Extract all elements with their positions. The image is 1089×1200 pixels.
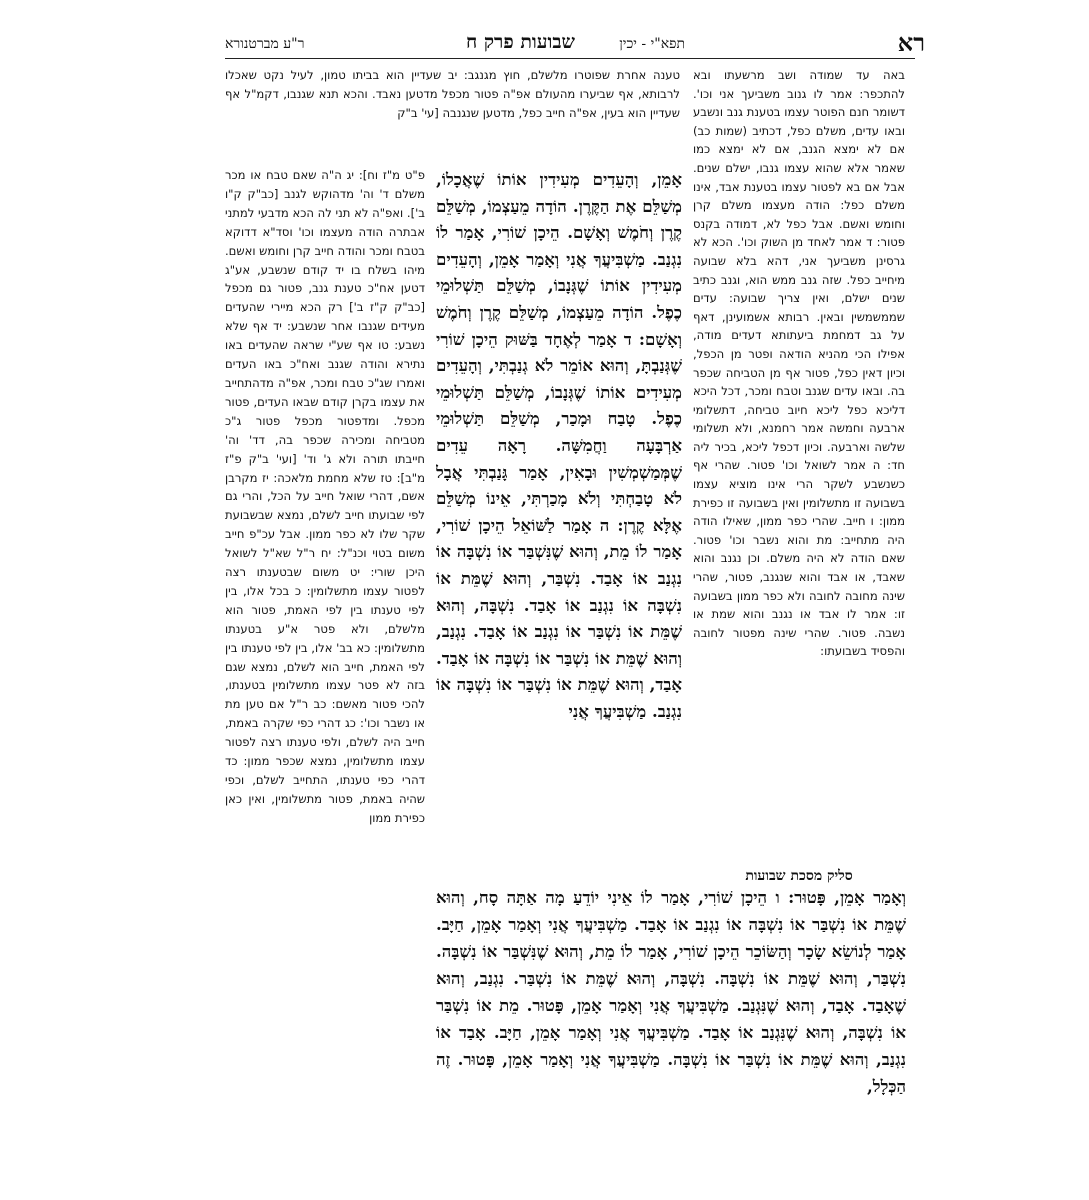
tosafot-yachin-column [225, 166, 425, 1166]
mishnah-text: אָמֵן, וְהָעֵדִים מְעִידִין אוֹתוֹ שֶׁאֲכָלוֹ, מְשַׁלֵּם אֶת הַקֶּרֶן. הוֹדָה מֵעַצְמוֹ, מְשַׁלֵּם קֶרֶן וְחֹמֶשׁ וְאָשָׁם. הֵיכָן שׁוֹרִי, אָמַר לוֹ נִגְנַב. מַשְׁבִּיעֲךָ אֲנִי וְאָמַר אָמֵן, וְהָעֵדִים מְעִידִין אוֹתוֹ שֶׁגְּנָבוֹ, מְשַׁלֵּם תַּשְׁלוּמֵי כֶפֶל. הוֹדָה מֵעַצְמוֹ, מְשַׁלֵּם קֶרֶן וְחֹמֶשׁ וְאָשָׁם: ד אָמַר לְאֶחָד בַּשּׁוּק הֵיכָן שׁוֹרִי שֶׁגְּנַבְתָּ, וְהוּא אוֹמֵר לֹא גְנַבְתִּי, וְהָעֵדִים מְעִידִים אוֹתוֹ שֶׁגְּנָבוֹ, מְשַׁלֵּם תַּשְׁלוּמֵי כֶפֶל. טָבַח וּמָכַר, מְשַׁלֵּם תַּשְׁלוּמֵי אַרְבָּעָה וַחֲמִשָּׁה. רָאָה עֵדִים שֶׁמְּמַשְׁמְשִׁין וּבָאִין, אָמַר גָּנַבְתִּי אֲבָל לֹא טָבַחְתִּי וְלֹא מָכַרְתִּי, אֵינוֹ מְשַׁלֵּם אֶלָּא קֶרֶן: ה אָמַר לַשּׁוֹאֵל הֵיכָן שׁוֹרִי, אָמַר לוֹ מֵת, וְהוּא שֶׁנִּשְׁבַּר אוֹ נִשְׁבָּה אוֹ נִגְנַב אוֹ אָבַד. נִשְׁבַּר, וְהוּא שֶׁמֵּת אוֹ נִשְׁבָּה אוֹ נִגְנַב אוֹ אָבַד. נִשְׁבָּה, וְהוּא שֶׁמֵּת אוֹ נִשְׁבַּר אוֹ נִגְנַב אוֹ אָבַד. נִגְנַב, וְהוּא שֶׁמֵּת אוֹ נִשְׁבַּר אוֹ נִשְׁבָּה אוֹ אָבַד. אָבַד, וְהוּא שֶׁמֵּת אוֹ נִשְׁבַּר אוֹ נִשְׁבָּה אוֹ נִגְנַב. מַשְׁבִּיעֲךָ אֲנִי [436, 169, 682, 721]
tosafot-text: פ"ט מ"ז וח]: יג ה"ה שאם טבח או מכר משלם ד' וה' מדהוקש לגנב [כב"ק ק"ו ב']. ואפ"ה לא תני לה הכא מדבעי למתני אבתרה הודה מעצמו וכו' וסד"א דדוקא בטבח ומכר והודה חייב קרן וחומש ואשם. מיהו בשלח בו יד קודם שנשבע, אע"ג דטען אח"כ טענת גנב, פטור גם מכפל [כב"ק ק"ז ב'] רק הכא מיירי שהעדים מעידים שגנבו אחר שנשבע: יד אף שלא נשבע: טו אף שע"י שראה שהעדים באו נתירא והודה שגנב ואח"כ באו העדים ואמרו שג"כ טבח ומכר, אפ"ה מדהתחייב את עצמו בקרן קודם שבאו העדים, פטור מכפל. ומדפטור מכפל פטור ג"כ מטביחה ומכירה שכפר בה, דד' וה' חייבתו תורה ולא ג' וד' [ועי' ב"ק פ"ז מ"ב]: טז שלא מחמת מלאכה: יז מקרבן אשם, דהרי שואל חייב על הכל, והרי גם לפי שבועתו חייב לשלם, נמצא שבשבועת שקר שלו לא כפר ממון. אבל עכ"פ חייב משום בטוי וכנ"ל: יח ר"ל שא"ל לשואל היכן שורי: יט משום שבטענתו רצה לפטור עצמו מתשלומין: כ בכל אלו, בין לפי טענתו בין לפי האמת, פטור הוא מלשלם, ולא פטר א"ע בטענתו מתשלומין: כא בב' אלו, בין לפי טענתו בין לפי האמת, חייב הוא לשלם, נמצא שגם בזה לא פטר עצמו מתשלומין בטענתו, להכי פטור מאשם: כב ר"ל אם טען מת או נשבר וכו': כג דהרי כפי שקרה באמת, חייב היה לשלם, ולפי טענתו רצה לפטור עצמו מתשלומין, נמצא שכפר ממון: כד דהרי כפי טענתו, התחייב לשלם, וכפי שהיה באמת, פטור מתשלומין, ואין כאן כפירת ממון [225, 168, 425, 825]
bartenura-text: באה עד שמודה ושב מרשעתו ובא להתכפר: אמר לו גנוב משביעך אני וכו'. דשומר חנם הפוטר עצמו בטענת גנב ונשבע ובאו עדים, משלם כפל, דכתיב (שמות כב) אם לא ימצא הגנב, אם לא ימצא כמו שאמר אלא שהוא עצמו גנבו, ישלם שנים. אבל אם בא לפטור עצמו בטענת אבד, אינו משלם כפל: הודה מעצמו משלם קרן וחומש ואשם. אבל כפל לא, דמודה בקנס פטור: ד אמר לאחד מן השוק וכו'. הכא לא גרסינן משביעך אני, דהא בלא שבועה מיחייב כפל. שזה גנב ממש הוא, וגנב כתיב שנים ישלם, ואין צריך שבועה: עדים שממשמשין ובאין. רבותא אשמועינן, דאף על גב דמחמת ביעתותא דעדים מודה, אפילו הכי מהניא הודאה ופטר מן הכפל, וכיון דאין כפל, פטור אף מן הטביחה שכפר בה. ובאו עדים שגנב וטבח ומכר, דכל היכא דליכא כפל ליכא חיוב טביחה, דתשלומי ארבעה וחמשה אמר רחמנא, ולא תשלומי שלשה וארבעה. וכיון דכפל ליכא, בכיר ליה חד: ה אמר לשואל וכו' פטור. שהרי אף כשנשבע לשקר הרי אינו מוציא עצמו בשבועה זו מתשלומין ואין בשבועה זו כפירת ממון: ו חייב. שהרי כפר ממון, שאילו הודה היה מתחייב: מת והוא נשבר וכו' פטור. שאם הודה לא היה משלם. וכן נגנב והוא שאבד, או אבד והוא שנגנב, פטור, שהרי שינה מחובה לחובה ולא כפר ממון בשבועה זו: אמר לו אבד או נגנב והוא שמת או נשבה. פטור. שהרי שינה מפטור לחובה והפסיד בשבועתו: [693, 68, 905, 659]
tosafot-running-title: תפא"י - יכין [619, 36, 685, 52]
tosafot-top-block [225, 66, 680, 166]
page-header [225, 28, 925, 58]
tractate-end-label: סליק מסכת שבועות [745, 868, 853, 884]
bartenura-commentary-column [693, 66, 905, 856]
mishnah-wide-text: וְאָמַר אָמֵן, פָּטוּר: ו הֵיכָן שׁוֹרִי, אָמַר לוֹ אֵינִי יוֹדֵעַ מָה אַתָּה סָח, וְהוּא שֶׁמֵּת אוֹ נִשְׁבַּר אוֹ נִשְׁבָּה אוֹ נִגְנַב אוֹ אָבַד. מַשְׁבִּיעֲךָ אֲנִי וְאָמַר אָמֵן, חַיָּב. אָמַר לְנוֹשֵׂא שָׂכָר וְהַשּׂוֹכֵר הֵיכָן שׁוֹרִי, אָמַר לוֹ מֵת, וְהוּא שֶׁנִּשְׁבַּר אוֹ נִשְׁבָּה. נִשְׁבַּר, וְהוּא שֶׁמֵּת אוֹ נִשְׁבָּה. נִשְׁבָּה, וְהוּא שֶׁמֵּת אוֹ נִשְׁבַּר. נִגְנַב, וְהוּא שֶׁאָבַד. אָבַד, וְהוּא שֶׁנִּגְנַב. מַשְׁבִּיעֲךָ אֲנִי וְאָמַר אָמֵן, פָּטוּר. מֵת אוֹ נִשְׁבַּר אוֹ נִשְׁבָּה, וְהוּא שֶׁנִּגְנַב אוֹ אָבַד. מַשְׁבִּיעֲךָ אֲנִי וְאָמַר אָמֵן, חַיָּב. אָבַד אוֹ נִגְנַב, וְהוּא שֶׁמֵּת אוֹ נִשְׁבַּר אוֹ נִשְׁבָּה. מַשְׁבִּיעֲךָ אֲנִי וְאָמַר אָמֵן, פָּטוּר. זֶה הַכְּלָל, [436, 887, 906, 1096]
header-divider [225, 58, 915, 59]
tosafot-top-text: טענה אחרת שפוטרו מלשלם, חוץ מגנגב: יב שעדיין הוא בביתו טמון, לעיל נקט שאכלו לרבותא, אף שביערו מהעולם אפ"ה פטור מכפל מדטען נאבד. והכא תנא שגנבו, דקמ"ל אף שעדיין הוא בעין, אפ"ה חייב כפל, מדטען שנגנבה [עי' ב"ק [225, 68, 680, 120]
tractate-chapter-title: שבועות פרק ח [466, 31, 575, 53]
mishnah-wide-block [436, 884, 906, 1184]
mishnah-main-column [436, 166, 682, 866]
page-number: רא [897, 28, 925, 57]
commentary-running-title: ר"ע מברטנורא [225, 36, 305, 52]
